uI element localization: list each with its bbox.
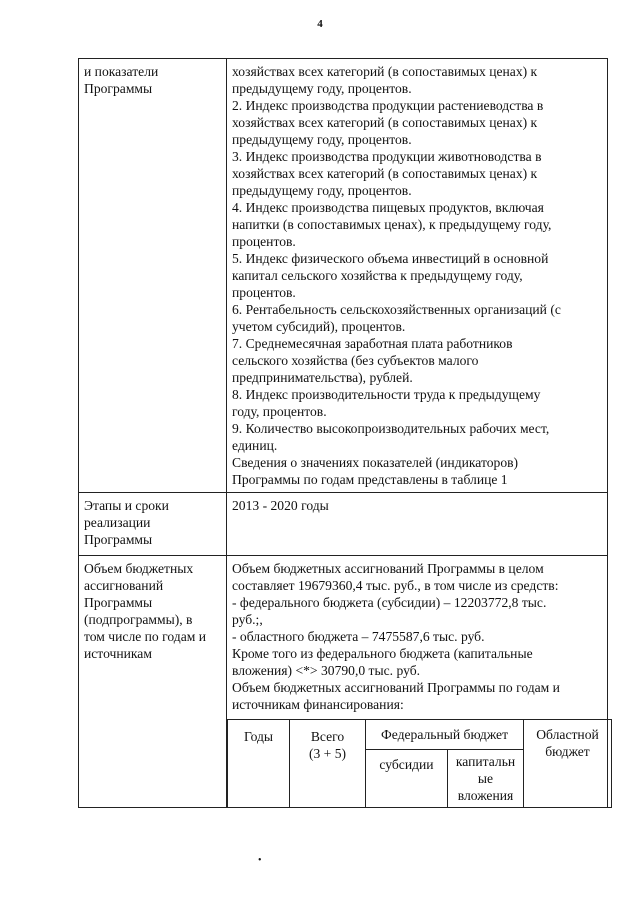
content-line: 9. Количество высокопроизводительных рабочих мест,: [232, 421, 550, 436]
table-row-budget: [79, 556, 608, 808]
content-cell-indicators: [227, 59, 608, 493]
stray-mark: •: [258, 855, 262, 866]
content-line: Объем бюджетных ассигнований Программы в целом: [232, 561, 544, 576]
header-regional: [524, 720, 612, 808]
content-line: 2013 - 2020 годы: [232, 498, 329, 513]
content-line: сельского хозяйства (без субъектов малого: [232, 353, 479, 368]
content-line: руб.;,: [232, 612, 263, 627]
content-line: 3. Индекс производства продукции животноводства в: [232, 149, 542, 164]
content-line: напитки (в сопоставимых ценах), к предыдущему году,: [232, 217, 552, 232]
header-total: [290, 720, 366, 808]
header-total-line: (3 + 5): [308, 746, 347, 761]
header-subsidies: субсидии: [366, 750, 448, 808]
budget-breakdown-table: [227, 719, 612, 808]
main-table: [78, 58, 608, 808]
label-line: Объем бюджетных: [84, 561, 194, 576]
label-line: ассигнований: [84, 578, 164, 593]
content-line: учетом субсидий), процентов.: [232, 319, 406, 334]
label-line: Программы: [84, 81, 153, 96]
content-line: процентов.: [232, 234, 296, 249]
content-line: источникам финансирования:: [232, 697, 404, 712]
header-capital-line: вложения: [457, 788, 514, 803]
passport-table: [78, 58, 608, 808]
content-line: Объем бюджетных ассигнований Программы по годам и: [232, 680, 560, 695]
header-capital-line: ые: [477, 771, 494, 786]
content-line: 8. Индекс производительности труда к предыдущему: [232, 387, 541, 402]
header-capital-line: капитальн: [455, 754, 516, 769]
label-line: (подпрограммы), в: [84, 612, 193, 627]
content-line: - федерального бюджета (субсидии) – 12203772,8 тыс.: [232, 595, 547, 610]
content-line: 4. Индекс производства пищевых продуктов, включая: [232, 200, 544, 215]
content-line: 2. Индекс производства продукции растениеводства в: [232, 98, 544, 113]
header-total-line: Всего: [310, 729, 345, 744]
label-line: источникам: [84, 646, 152, 661]
inner-header-row: [228, 720, 612, 750]
table-row-stages: [79, 493, 608, 556]
page-number: 4: [317, 18, 323, 30]
content-line: хозяйствах всех категорий (в сопоставимых ценах) к: [232, 166, 538, 181]
content-line: составляет 19679360,4 тыс. руб., в том числе из средств:: [232, 578, 559, 593]
content-line: Кроме того из федерального бюджета (капитальные: [232, 646, 533, 661]
content-line: году, процентов.: [232, 404, 327, 419]
header-capital: [448, 750, 524, 808]
content-cell-stages: [227, 493, 608, 556]
content-line: единиц.: [232, 438, 278, 453]
label-line: Этапы и сроки: [84, 498, 169, 513]
content-line: предыдущему году, процентов.: [232, 81, 412, 96]
label-line: реализации: [84, 515, 151, 530]
label-cell-indicators: [79, 59, 227, 493]
header-regional-line: бюджет: [545, 744, 590, 759]
header-federal: Федеральный бюджет: [366, 720, 524, 750]
label-cell-stages: [79, 493, 227, 556]
label-line: Программы: [84, 532, 153, 547]
content-line: хозяйствах всех категорий (в сопоставимых ценах) к: [232, 115, 538, 130]
label-cell-budget: [79, 556, 227, 808]
header-regional-line: Областной: [536, 727, 599, 742]
content-line: процентов.: [232, 285, 296, 300]
content-line: Сведения о значениях показателей (индикаторов): [232, 455, 519, 470]
content-line: 5. Индекс физического объема инвестиций в основной: [232, 251, 549, 266]
header-years: Годы: [228, 720, 290, 808]
content-line: 7. Среднемесячная заработная плата работников: [232, 336, 513, 351]
label-line: и показатели: [84, 64, 159, 79]
content-line: капитал сельского хозяйства к предыдущему году,: [232, 268, 523, 283]
content-line: вложения) <*> 30790,0 тыс. руб.: [232, 663, 421, 678]
content-line: Программы по годам представлены в таблице 1: [232, 472, 508, 487]
content-line: предпринимательства), рублей.: [232, 370, 413, 385]
label-line: Программы: [84, 595, 153, 610]
content-line: 6. Рентабельность сельскохозяйственных организаций (с: [232, 302, 561, 317]
table-row-indicators: [79, 59, 608, 493]
label-line: том числе по годам и: [84, 629, 206, 644]
content-line: предыдущему году, процентов.: [232, 183, 412, 198]
content-line: предыдущему году, процентов.: [232, 132, 412, 147]
content-line: - областного бюджета – 7475587,6 тыс. руб.: [232, 629, 485, 644]
content-line: хозяйствах всех категорий (в сопоставимых ценах) к: [232, 64, 538, 79]
content-cell-budget: [227, 556, 608, 808]
